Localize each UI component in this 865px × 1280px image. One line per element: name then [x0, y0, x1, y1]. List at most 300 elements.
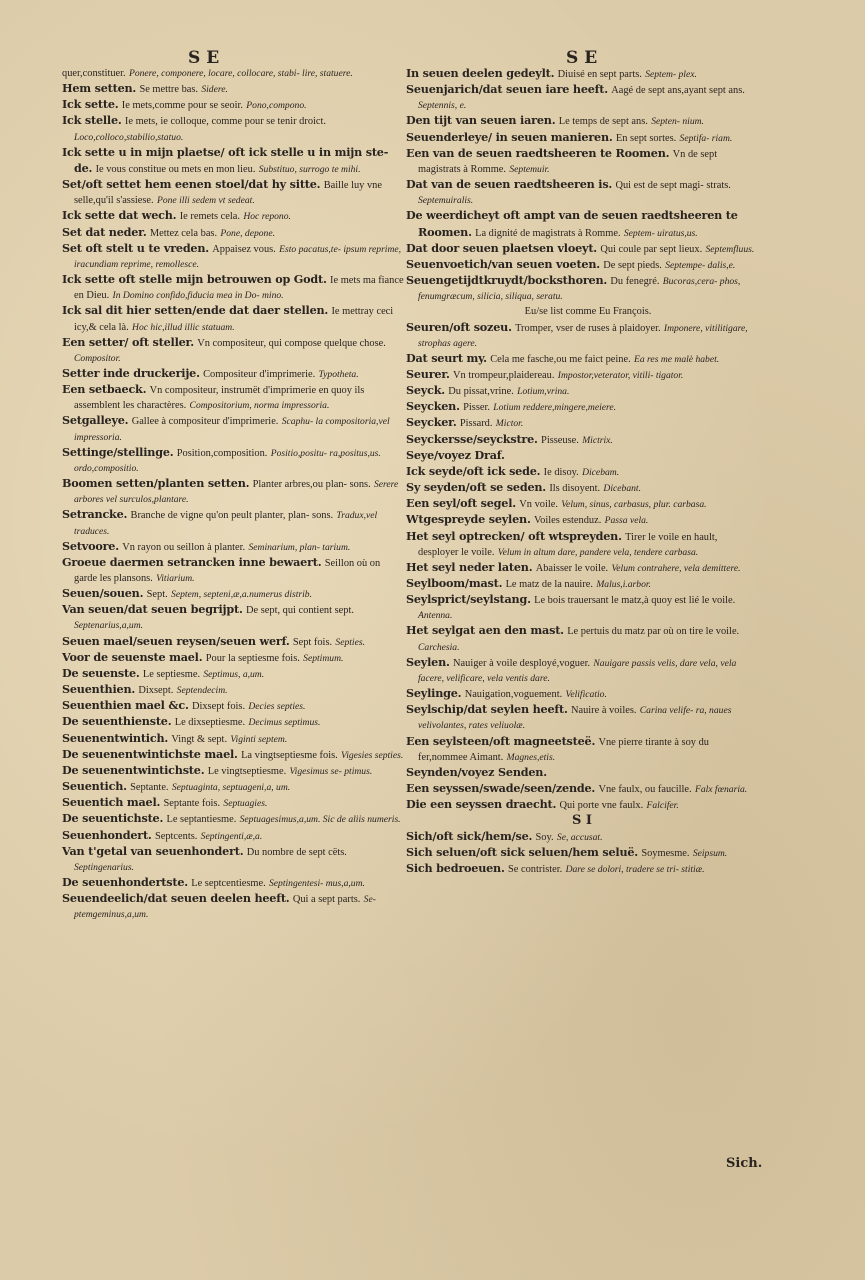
headword: Seylboom/mast. — [406, 576, 503, 590]
latin-gloss: Septem- plex. — [645, 69, 697, 80]
headword: Een seylsteen/oft magneetsteë. — [406, 733, 596, 748]
catchword: Sich. — [726, 1156, 763, 1171]
dictionary-entry — [406, 464, 758, 480]
french-gloss: Le temps de sept ans. — [558, 116, 648, 128]
french-gloss: Vne faulx, ou faucille. — [598, 784, 692, 796]
latin-gloss: Ponere, componere, locare, collocare, stabi- lire, statuere. — [128, 68, 353, 79]
latin-gloss: Septenarius,a,um. — [74, 620, 144, 632]
dictionary-entry — [62, 634, 404, 650]
headword: Sich seluen/oft sick seluen/hem seluë. — [406, 844, 638, 859]
dictionary-entry — [62, 682, 404, 698]
dictionary-entry — [62, 145, 404, 177]
dictionary-entry — [406, 399, 758, 415]
latin-gloss: Septingentesi- mus,a,um. — [269, 877, 365, 889]
headword: Een setbaeck. — [62, 382, 147, 397]
latin-gloss: Seminarium, plan- tarium. — [248, 541, 351, 553]
dictionary-entry — [406, 560, 758, 576]
headword: Seuen/souen. — [62, 586, 144, 601]
french-gloss: Pisser. — [463, 402, 490, 414]
headword: In seuen deelen gedeylt. — [406, 66, 555, 80]
french-gloss: Vingt & sept. — [171, 733, 228, 745]
latin-gloss: Septies. — [335, 636, 365, 648]
latin-gloss: Serere arbores vel surculos,plantare. — [74, 479, 399, 506]
dictionary-entry — [62, 539, 404, 555]
french-gloss: Tirer le voile en hault, desployer le voile. — [418, 531, 718, 558]
french-gloss: Ils disoyent. — [549, 483, 601, 495]
latin-gloss: Se, accusat. — [556, 831, 603, 843]
dictionary-entry — [406, 177, 758, 208]
headword: De seuenentwintichste. — [62, 762, 205, 777]
headword: Setgalleye. — [62, 413, 129, 428]
headword: Seycken. — [406, 399, 460, 414]
latin-gloss: Tradux,vel traduces. — [74, 510, 378, 537]
french-gloss: Le vingtseptiesme. — [207, 765, 287, 777]
latin-gloss: Velificatio. — [565, 689, 607, 701]
dictionary-entry — [406, 655, 758, 686]
dictionary-entry — [406, 845, 758, 861]
dictionary-entry — [406, 576, 758, 592]
latin-gloss: Pone illi sedem vt sedeat. — [156, 195, 255, 207]
dictionary-entry — [406, 257, 758, 273]
dictionary-entry — [62, 241, 404, 272]
dictionary-entry — [406, 512, 758, 528]
headword: Seyck. — [406, 383, 445, 398]
french-gloss: Le septiesme. — [142, 668, 201, 680]
latin-gloss: Septimus, a,um. — [203, 668, 265, 680]
french-gloss: Compositeur d'imprimerie. — [203, 368, 316, 380]
french-gloss: Vn voile. — [519, 499, 558, 511]
headword: Het seyl optrecken/ oft wtspreyden. — [406, 528, 622, 543]
dictionary-entry — [62, 208, 404, 224]
headword: Set oft stelt u te vreden. — [62, 240, 209, 255]
french-gloss: Seillon où on garde les plansons. — [74, 557, 381, 584]
dictionary-entry — [62, 828, 404, 844]
french-gloss: Vn rayon ou seillon à planter. — [122, 541, 246, 553]
dictionary-entry — [406, 765, 758, 781]
headword: Seylschip/dat seylen heeft. — [406, 702, 568, 717]
latin-gloss: Vigesies septies. — [341, 749, 404, 761]
dictionary-entry — [406, 113, 758, 129]
french-gloss: Qui a sept parts. — [292, 894, 361, 906]
french-gloss: Se contrister. — [508, 863, 563, 875]
french-gloss: Le dixseptiesme. — [174, 717, 246, 729]
headword: Set dat neder. — [62, 224, 147, 239]
dictionary-entry — [62, 844, 404, 875]
latin-gloss: Viginti septem. — [230, 733, 288, 745]
french-gloss: Qui coule par sept lieux. — [600, 243, 703, 255]
headword: Groeue daermen setrancken inne bewaert. — [62, 554, 322, 569]
dictionary-entry — [406, 623, 758, 654]
dictionary-entry — [406, 702, 758, 733]
latin-gloss: Lotium,vrina. — [517, 386, 570, 398]
latin-gloss: In Domino confido,fiducia mea in Do- mino. — [112, 290, 284, 302]
headword: Setrancke. — [62, 507, 128, 522]
headword: Voor de seuenste mael. — [62, 649, 203, 664]
french-gloss: La vingtseptiesme fois. — [241, 749, 338, 761]
latin-gloss: Typotheta. — [318, 368, 359, 380]
headword: Ick stelle. — [62, 113, 122, 128]
latin-gloss: Hoc hic,illud illic statuam. — [132, 321, 235, 333]
dictionary-entry — [406, 304, 758, 319]
french-gloss: Nauire à voiles. — [570, 705, 637, 717]
latin-gloss: Falx fœnaria. — [694, 784, 748, 796]
dictionary-entry — [406, 686, 758, 702]
french-gloss: Sept fois. — [292, 636, 333, 648]
latin-gloss: Velum in altum dare, pandere vela, tendere carbasa. — [497, 546, 699, 558]
latin-gloss: Nauigare passis velis, dare vela, vela facere, velificare, vela ventis dare. — [418, 657, 737, 684]
dictionary-entry — [62, 272, 404, 303]
latin-gloss: Dicebant. — [603, 483, 641, 495]
latin-gloss: Loco,colloco,stabilio,statuo. — [74, 131, 184, 143]
dictionary-entry — [406, 351, 758, 367]
headword: Seuentich. — [62, 779, 127, 794]
dictionary-entry — [406, 383, 758, 399]
dictionary-entry — [62, 81, 404, 97]
french-gloss: Ie mettray ceci icy,& cela là. — [74, 306, 394, 333]
dictionary-entry — [406, 734, 758, 765]
dictionary-entry — [62, 891, 404, 922]
headword: Ick sette oft stelle mijn betrouwen op Godt. — [62, 272, 327, 287]
latin-gloss: Septemfluus. — [705, 243, 755, 255]
latin-gloss: Septen- nium. — [651, 116, 704, 128]
french-gloss: Ie mets,comme pour se seoir. — [121, 100, 243, 112]
headword: Settinge/stellinge. — [62, 444, 174, 459]
headword: Seylsprict/seylstang. — [406, 592, 531, 607]
latin-gloss: Carina velife- ra, naues velivolantes, rates veliuolæ. — [418, 705, 732, 732]
headword: De weerdicheyt oft ampt van de seuen raedtsheeren te Roomen. — [406, 208, 738, 239]
headword: Seuenvoetich/van seuen voeten. — [406, 256, 600, 271]
headword: Seuentich mael. — [62, 795, 161, 810]
french-gloss: Soymesme. — [641, 847, 690, 859]
french-gloss: De sept pieds. — [603, 259, 662, 271]
headword: Seylinge. — [406, 686, 462, 701]
headword: Een seyssen/swade/seen/zende. — [406, 781, 596, 796]
header-right-mark: S E — [566, 48, 598, 68]
dictionary-entry — [406, 415, 758, 431]
dictionary-entry — [62, 779, 404, 795]
dictionary-entry — [406, 781, 758, 797]
headword: Ick sette dat wech. — [62, 208, 177, 223]
dictionary-entry — [62, 303, 404, 334]
headword: Sich bedroeuen. — [406, 860, 505, 875]
right-column — [406, 66, 758, 877]
dictionary-entry — [62, 445, 404, 476]
headword: Ick sette. — [62, 97, 119, 112]
latin-gloss: Substituo, surrogo te mihi. — [258, 163, 361, 175]
french-gloss: Mettez cela bas. — [149, 227, 218, 239]
latin-gloss: Magnes,etis. — [506, 751, 556, 763]
french-gloss: Ie mets, ie colloque, comme pour se tenir droict. — [124, 116, 327, 128]
headword: Van seuen/dat seuen begrijpt. — [62, 602, 243, 617]
french-gloss: Voiles estenduz. — [533, 515, 602, 527]
latin-gloss: Pono,compono. — [246, 100, 307, 112]
latin-gloss: Septempe- dalis,e. — [665, 259, 736, 271]
dictionary-entry — [62, 875, 404, 891]
dictionary-entry — [62, 113, 404, 144]
dictionary-entry — [62, 413, 404, 444]
dictionary-entry — [62, 763, 404, 779]
latin-gloss: Velum, sinus, carbasus, plur. carbasa. — [561, 499, 707, 511]
latin-gloss: Imponere, vitilitigare, strophas agere. — [418, 322, 748, 349]
headword: Seuengetijdtkruydt/bocksthoren. — [406, 273, 608, 288]
latin-gloss: Seipsum. — [692, 847, 728, 859]
latin-gloss: Hoc repono. — [243, 211, 291, 223]
dictionary-entry — [62, 811, 404, 827]
dictionary-entry — [62, 507, 404, 538]
latin-gloss: Malus,i.arbor. — [596, 579, 651, 590]
latin-gloss: Septimum. — [303, 652, 344, 664]
dictionary-entry — [62, 698, 404, 714]
headword: Een seyl/oft segel. — [406, 496, 516, 511]
french-gloss: Sept. — [146, 589, 168, 601]
headword: Seuenthien mael &c. — [62, 698, 189, 713]
french-gloss: quer,constituer. — [62, 68, 126, 79]
headword: Seuren/oft sozeu. — [406, 319, 512, 334]
headword: Seuenthien. — [62, 682, 136, 697]
french-gloss: La dignité de magistrats à Romme. — [475, 227, 621, 239]
latin-gloss: Scaphu- la compositoria,vel impressoria. — [74, 416, 390, 443]
latin-gloss: Esto pacatus,te- ipsum reprime, iracundiam reprime, remollesce. — [74, 243, 402, 270]
latin-gloss: Septuagies. — [223, 798, 268, 810]
dictionary-entry — [406, 367, 758, 383]
headword: Seuenjarich/dat seuen iare heeft. — [406, 82, 608, 97]
french-gloss: Eu/se list comme Eu François. — [524, 306, 652, 318]
french-gloss: Position,composition. — [176, 447, 268, 459]
latin-gloss: Positio,positu- ra,positus,us. ordo,compositio. — [74, 447, 381, 474]
dictionary-entry — [62, 382, 404, 413]
left-column — [62, 66, 404, 922]
dictionary-entry — [406, 829, 758, 845]
latin-gloss: Lotium reddere,mingere,meiere. — [493, 402, 617, 414]
headword: Die een seyssen draecht. — [406, 797, 557, 812]
dictionary-entry — [406, 797, 758, 813]
headword: Setter inde druckerije. — [62, 365, 200, 380]
french-gloss: Vn trompeur,plaidereau. — [453, 369, 555, 381]
latin-gloss: Septuaginta, septuageni,a, um. — [171, 782, 291, 794]
dictionary-entry — [406, 496, 758, 512]
french-gloss: Branche de vigne qu'on peult planter, plan- sons. — [130, 510, 334, 522]
header-left-mark: S E — [188, 48, 220, 68]
headword: Ick sette u in mijn plaetse/ oft ick stelle u in mijn ste- de. — [62, 144, 389, 175]
dictionary-entry — [62, 555, 404, 586]
headword: Sich/oft sick/hem/se. — [406, 828, 533, 843]
headword: Een van de seuen raedtsheeren te Roomen. — [406, 145, 670, 160]
section-heading — [406, 813, 758, 828]
headword: Dat door seuen plaetsen vloeyt. — [406, 240, 597, 255]
french-gloss: Septcents. — [154, 830, 198, 842]
french-gloss: Le pertuis du matz par où on tire le voile. — [567, 626, 740, 638]
latin-gloss: Se- ptemgeminus,a,um. — [74, 894, 376, 921]
dictionary-entry — [406, 320, 758, 351]
french-gloss: Pisseuse. — [541, 434, 579, 446]
french-gloss: Qui porte vne faulx. — [559, 800, 644, 812]
latin-gloss: Velum contrahere, vela demittere. — [611, 562, 741, 574]
french-gloss: Ie remets cela. — [179, 211, 240, 223]
dictionary-entry — [406, 82, 758, 113]
headword: Het seyl neder laten. — [406, 559, 533, 574]
dictionary-entry — [406, 208, 758, 240]
french-gloss: Le septantiesme. — [166, 814, 237, 826]
latin-gloss: Vitiarium. — [156, 573, 195, 584]
section-heading-text: S I — [572, 813, 592, 829]
french-gloss: Ie vous constitue ou mets en mon lieu. — [95, 163, 256, 175]
latin-gloss: Septemuir. — [509, 163, 550, 175]
headword: Seyckersse/seyckstre. — [406, 431, 538, 446]
headword: Seye/voyez Draf. — [406, 447, 505, 462]
latin-gloss: Dicebam. — [582, 466, 620, 478]
headword: Dat van de seuen raedtsheeren is. — [406, 177, 613, 192]
dictionary-entry — [406, 241, 758, 257]
french-gloss: En sept sortes. — [615, 132, 677, 144]
dictionary-entry — [62, 366, 404, 382]
headword: Seuen mael/seuen reysen/seuen werf. — [62, 633, 290, 648]
french-gloss: Pour la septiesme fois. — [205, 652, 300, 664]
dictionary-entry — [62, 335, 404, 366]
dictionary-entry — [62, 714, 404, 730]
headword: De seuenste. — [62, 665, 140, 680]
dictionary-entry — [62, 747, 404, 763]
headword: Ick sal dit hier setten/ende dat daer stellen. — [62, 303, 329, 318]
latin-gloss: Pone, depone. — [220, 227, 276, 239]
latin-gloss: Septem- uiratus,us. — [623, 227, 698, 239]
latin-gloss: Carchesia. — [418, 641, 460, 653]
dictionary-entry — [62, 97, 404, 113]
french-gloss: Dixsept. — [138, 685, 174, 697]
headword: De seuenthienste. — [62, 714, 172, 729]
french-gloss: Vn de sept magistrats à Romme. — [418, 148, 718, 175]
dictionary-entry — [62, 650, 404, 666]
french-gloss: Du nombre de sept cëts. — [246, 846, 347, 858]
latin-gloss: Compositorium, norma impressoria. — [189, 400, 330, 412]
french-gloss: Nauiger à voile desployé,voguer. — [453, 657, 591, 669]
french-gloss: Le septcentiesme. — [191, 877, 266, 889]
headword: Seylen. — [406, 654, 450, 669]
latin-gloss: Septem, septeni,æ,a.numerus distrib. — [171, 589, 312, 601]
french-gloss: Du fenegré. — [610, 276, 660, 288]
headword: Sy seyden/oft se seden. — [406, 480, 546, 495]
french-gloss: Appaisez vous. — [212, 243, 276, 255]
latin-gloss: Compositor. — [74, 352, 121, 364]
french-gloss: Vne pierre tirante à soy du fer,nommee Aimant. — [418, 736, 709, 763]
dictionary-entry — [62, 586, 404, 602]
dictionary-entry — [62, 177, 404, 208]
dictionary-entry — [406, 66, 758, 82]
french-gloss: Du pissat,vrine. — [448, 386, 514, 398]
french-gloss: Ie disoy. — [543, 466, 579, 478]
french-gloss: Se mettre bas. — [139, 84, 199, 96]
dictionary-entry — [406, 273, 758, 304]
dictionary-entry — [62, 225, 404, 241]
dictionary-entry — [406, 480, 758, 496]
french-gloss: Dixsept fois. — [191, 701, 246, 713]
latin-gloss: Ea res me malè habet. — [634, 353, 720, 365]
latin-gloss: Septifa- riam. — [679, 132, 733, 144]
french-gloss: Vn compositeur, instrumët d'imprimerie en quoy ils assemblent les charactères. — [74, 385, 365, 412]
french-gloss: Planter arbres,ou plan- sons. — [252, 479, 371, 491]
french-gloss: Aagé de sept ans,ayant sept ans. — [611, 85, 745, 97]
latin-gloss: Mictrix. — [582, 434, 613, 446]
dictionary-entry — [406, 146, 758, 177]
dictionary-entry — [62, 66, 404, 81]
dictionary-entry — [62, 795, 404, 811]
dictionary-entry — [406, 861, 758, 877]
french-gloss: Tromper, vser de ruses à plaidoyer. — [515, 322, 661, 334]
french-gloss: Le matz de la nauire. — [505, 579, 593, 590]
dictionary-entry — [62, 731, 404, 747]
headword: Wtgespreyde seylen. — [406, 512, 531, 527]
french-gloss: Abaisser le voile. — [535, 562, 609, 574]
latin-gloss: Septuagesimus,a,um. Sic de aliis numeris. — [239, 814, 401, 826]
headword: Het seylgat aen den mast. — [406, 623, 564, 638]
french-gloss: Nauigation,voguement. — [464, 689, 563, 701]
french-gloss: Baille luy vne selle,qu'il s'assiese. — [74, 180, 382, 207]
latin-gloss: Vigesimus se- ptimus. — [289, 765, 373, 777]
latin-gloss: Mictor. — [495, 418, 524, 430]
latin-gloss: Impostor,veterator, vitili- tigator. — [557, 369, 684, 381]
french-gloss: Septante fois. — [163, 798, 221, 810]
latin-gloss: Decies septies. — [248, 701, 306, 713]
dictionary-entry — [406, 130, 758, 146]
dictionary-entry — [62, 476, 404, 507]
latin-gloss: Septingenarius. — [74, 861, 134, 873]
french-gloss: Soy. — [535, 831, 554, 843]
headword: Van t'getal van seuenhondert. — [62, 843, 244, 858]
latin-gloss: Dare se dolori, tradere se tri- stitiæ. — [565, 863, 705, 875]
dictionary-entry — [62, 666, 404, 682]
headword: Dat seurt my. — [406, 350, 487, 365]
headword: De seuenhondertste. — [62, 874, 188, 889]
french-gloss: Le bois trauersant le matz,à quoy est lié le voile. — [534, 595, 736, 607]
latin-gloss: Bucoras,cera- phos, fenumgræcum, silicia, siliqua, seratu. — [418, 276, 741, 303]
french-gloss: Gallee à compositeur d'imprimerie. — [131, 416, 279, 428]
french-gloss: De sept, qui contient sept. — [246, 605, 354, 617]
headword: Seycker. — [406, 415, 457, 430]
latin-gloss: Sidere. — [201, 84, 228, 96]
french-gloss: Vn compositeur, qui compose quelque chose. — [197, 337, 386, 349]
headword: Seuenhondert. — [62, 827, 152, 842]
french-gloss: Pissard. — [459, 418, 493, 430]
dictionary-entry — [406, 448, 758, 464]
headword: Seuendeelich/dat seuen deelen heeft. — [62, 891, 290, 906]
headword: Boomen setten/planten setten. — [62, 476, 250, 491]
latin-gloss: Passa vela. — [604, 515, 649, 527]
latin-gloss: Septennis, e. — [418, 100, 467, 112]
dictionary-entry — [406, 592, 758, 623]
headword: Den tijt van seuen iaren. — [406, 113, 556, 128]
latin-gloss: Septingenti,æ,a. — [200, 830, 263, 842]
headword: Seurer. — [406, 366, 450, 381]
french-gloss: Septante. — [130, 782, 169, 794]
french-gloss: Diuisé en sept parts. — [557, 69, 642, 80]
headword: Een setter/ oft steller. — [62, 334, 194, 349]
headword: De seuentichste. — [62, 811, 164, 826]
latin-gloss: Antenna. — [418, 610, 453, 622]
latin-gloss: Falcifer. — [646, 800, 679, 812]
latin-gloss: Septendecim. — [176, 685, 228, 697]
headword: De seuenentwintichste mael. — [62, 746, 238, 761]
headword: Ick seyde/oft ick sede. — [406, 463, 541, 478]
headword: Seuenentwintich. — [62, 730, 169, 745]
headword: Set/oft settet hem eenen stoel/dat hy sitte. — [62, 177, 321, 192]
dictionary-entry — [406, 529, 758, 560]
dictionary-entry — [406, 432, 758, 448]
headword: Seynden/voyez Senden. — [406, 764, 547, 779]
headword: Hem setten. — [62, 81, 137, 96]
dictionary-entry — [62, 602, 404, 633]
latin-gloss: Septemuiralis. — [418, 195, 474, 207]
latin-gloss: Decimus septimus. — [248, 717, 321, 729]
headword: Setvoore. — [62, 538, 119, 553]
